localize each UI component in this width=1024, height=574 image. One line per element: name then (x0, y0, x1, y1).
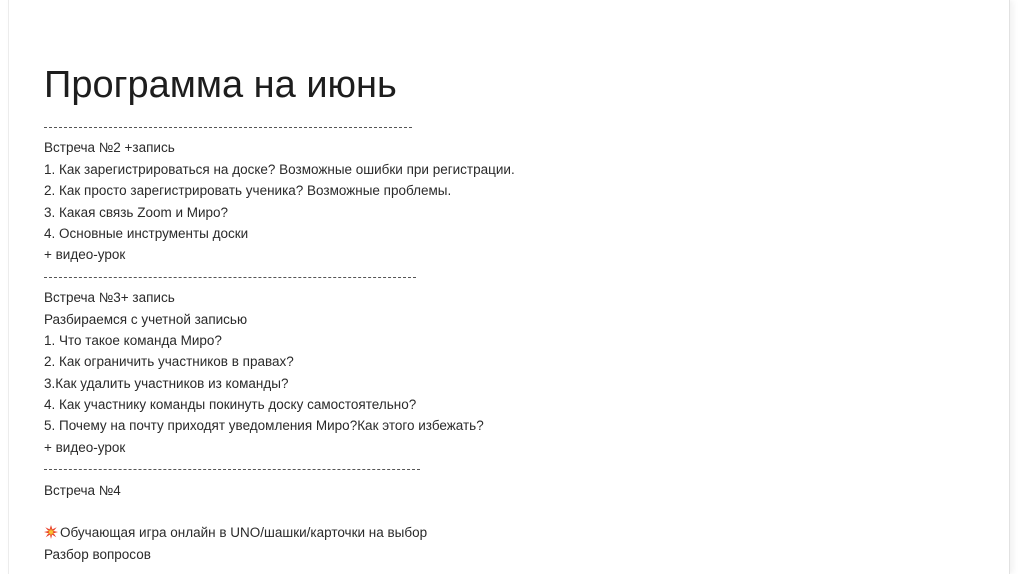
meeting-4-game-text: Обучающая игра онлайн в UNO/шашки/карточки на выбор (60, 525, 428, 541)
program-text (44, 116, 944, 565)
dashed-separator (44, 458, 944, 479)
meeting-2-video-lesson: + видео-урок (44, 247, 126, 263)
meeting-3-item: 2. Как ограничить участников в правах? (44, 354, 294, 370)
meeting-2-item: 3. Какая связь Zoom и Миро? (44, 204, 229, 220)
meeting-4-game-line (44, 522, 944, 543)
meeting-3-subheading: Разбираемся с учетной записью (44, 311, 248, 327)
blank-line (44, 501, 944, 522)
meeting-4-questions: Разбор вопросов (44, 546, 151, 562)
meeting-3-item: 4. Как участнику команды покинуть доску самостоятельно? (44, 397, 417, 413)
dashed-separator (44, 116, 944, 137)
meeting-3-heading: Встреча №3+ запись (44, 290, 175, 306)
meeting-2-item: 2. Как просто зарегистрировать ученика? Возможные проблемы. (44, 183, 452, 199)
meeting-2-item: 4. Основные инструменты доски (44, 225, 249, 241)
meeting-3-item: 1. Что такое команда Миро? (44, 332, 222, 348)
meeting-3-item: 5. Почему на почту приходят уведомления Миро?Как этого избежать? (44, 418, 484, 434)
meeting-3-video-lesson: + видео-урок (44, 439, 126, 455)
collision-emoji-icon (44, 525, 58, 539)
page-title: Программа на июнь (44, 64, 397, 106)
meeting-4-heading: Встреча №4 (44, 482, 121, 498)
meeting-3-item: 3.Как удалить участников из команды? (44, 375, 289, 391)
dashed-separator (44, 266, 944, 287)
meeting-2-heading: Встреча №2 +запись (44, 140, 175, 156)
meeting-2-item: 1. Как зарегистрироваться на доске? Возможные ошибки при регистрации. (44, 161, 515, 177)
